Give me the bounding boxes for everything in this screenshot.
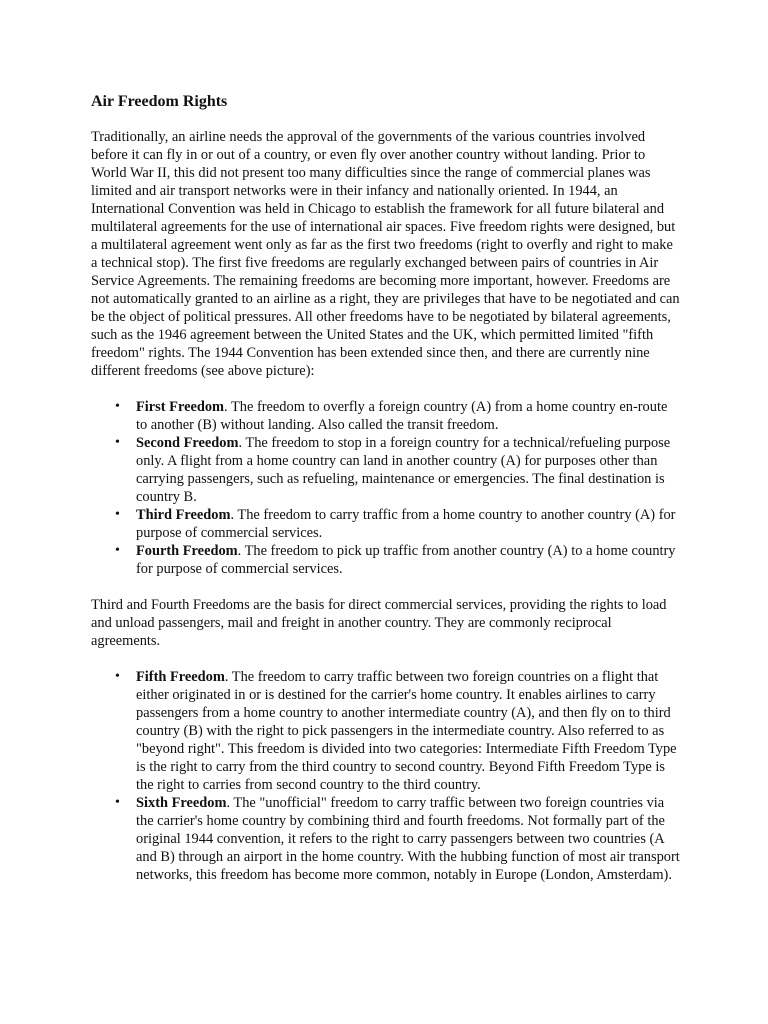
bullet-icon: •	[115, 543, 120, 558]
freedom-term: First Freedom	[136, 399, 225, 415]
bullet-icon: •	[115, 507, 120, 522]
freedom-term: Fifth Freedom	[136, 669, 225, 685]
list-item	[115, 398, 681, 434]
freedoms-list-1	[91, 398, 681, 578]
document-page	[91, 92, 681, 902]
list-item	[115, 794, 681, 884]
freedom-term: Second Freedom	[136, 435, 239, 451]
freedoms-list-2	[91, 668, 681, 884]
list-item	[115, 506, 681, 542]
freedom-description: . The freedom to carry traffic from a home country to another country (A) for purpose of commercial services.	[136, 507, 676, 541]
document-title: Air Freedom Rights	[91, 93, 228, 110]
freedom-term: Third Freedom	[136, 507, 231, 523]
freedom-description: . The freedom to overfly a foreign country (A) from a home country en-route to another (B) without landing. Also called the transit freedom.	[136, 399, 668, 433]
freedom-description: . The freedom to pick up traffic from another country (A) to a home country for purpose of commercial services.	[136, 543, 676, 577]
middle-paragraph: Third and Fourth Freedoms are the basis for direct commercial services, providing the rights to load and unload passengers, mail and freight in another country. They are commonly reciprocal agreements.	[91, 597, 667, 649]
freedom-description: . The "unofficial" freedom to carry traffic between two foreign countries via the carrier's home country by combining third and fourth freedoms. Not formally part of the original 1944 convention, it refers to the right to carry passengers between two countries (A and B) through an airport in the home country. With the hubbing function of most air transport networks, this freedom has become more common, notably in Europe (London, Amsterdam).	[136, 795, 680, 883]
bullet-icon: •	[115, 669, 120, 684]
bullet-icon: •	[115, 399, 120, 414]
bullet-icon: •	[115, 435, 120, 450]
intro-paragraph: Traditionally, an airline needs the approval of the governments of the various countries involved before it can fly in or out of a country, or even fly over another country without landing. Prior to World War II, this did not present too many difficulties since the range of commercial planes was limited and air transport networks were in their infancy and nationally oriented. In 1944, an International Convention was held in Chicago to establish the framework for all future bilateral and multilateral agreements for the use of international air spaces. Five freedom rights were designed, but a multilateral agreement went only as far as the first two freedoms (right to overfly and right to make a technical stop). The first five freedoms are regularly exchanged between pairs of countries in Air Service Agreements. The remaining freedoms are becoming more important, however. Freedoms are not automatically granted to an airline as a right, they are privileges that have to be negotiated and can be the object of political pressures. All other freedoms have to be negotiated by bilateral agreements, such as the 1946 agreement between the United States and the UK, which permitted limited "fifth freedom" rights. The 1944 Convention has been extended since then, and there are currently nine different freedoms (see above picture):	[91, 129, 680, 379]
freedom-term: Sixth Freedom	[136, 795, 227, 811]
list-item	[115, 668, 681, 794]
freedom-description: . The freedom to carry traffic between two foreign countries on a flight that either originated in or is destined for the carrier's home country. It enables airlines to carry passengers from a home country to another intermediate country (A), and then fly on to third country (B) with the right to pick passengers in the intermediate country. Also referred to as "beyond right". This freedom is divided into two categories: Intermediate Fifth Freedom Type is the right to carry from the third country to second country. Beyond Fifth Freedom Type is the right to carries from second country to the third country.	[136, 669, 677, 793]
bullet-icon: •	[115, 795, 120, 810]
list-item	[115, 434, 681, 506]
freedom-term: Fourth Freedom	[136, 543, 238, 559]
list-item	[115, 542, 681, 578]
freedom-description: . The freedom to stop in a foreign country for a technical/refueling purpose only. A flight from a home country can land in another country (A) for purposes other than carrying passengers, such as refueling, maintenance or emergencies. The final destination is country B.	[136, 435, 671, 505]
